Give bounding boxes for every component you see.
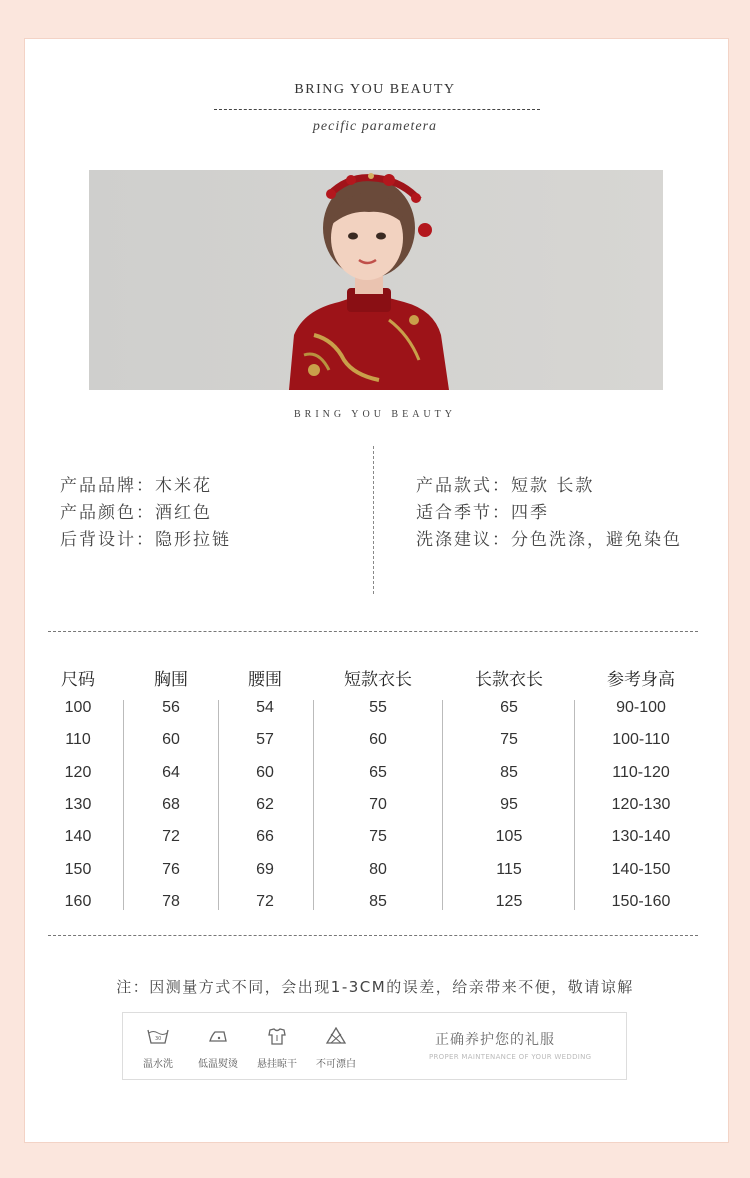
- table-cell: 120: [64, 763, 92, 781]
- table-cell: 69: [256, 860, 274, 878]
- header-title: BRING YOU BEAUTY: [294, 82, 456, 97]
- no-bleach-icon: [306, 1027, 366, 1045]
- table-header: 腰围: [248, 670, 282, 690]
- table-cell: 110: [65, 731, 91, 749]
- table-header: 胸围: [154, 670, 188, 690]
- header-divider: [214, 109, 540, 110]
- table-cell: 72: [256, 892, 274, 910]
- table-bottom-divider: [48, 935, 698, 936]
- table-cell: 90-100: [616, 699, 666, 716]
- table-header: 参考身高: [607, 670, 675, 690]
- table-cell: 85: [369, 892, 387, 910]
- table-cell: 68: [162, 795, 180, 813]
- table-cell: 105: [495, 828, 523, 846]
- table-cell: 56: [162, 699, 180, 716]
- table-header: 尺码: [61, 670, 95, 690]
- spec-label: 后背设计：: [60, 530, 155, 550]
- spec-color: [60, 498, 212, 523]
- table-cell: 75: [369, 828, 387, 846]
- spec-wash: [416, 525, 682, 550]
- photo-tagline: BRING YOU BEAUTY: [294, 409, 456, 420]
- table-cell: 60: [162, 731, 180, 749]
- table-cell: 75: [500, 731, 518, 749]
- spec-divider: [373, 446, 374, 594]
- care-label: 低温熨烫: [198, 1059, 238, 1070]
- table-cell: 78: [162, 892, 180, 910]
- spec-label: 产品颜色：: [60, 503, 155, 523]
- care-label: 温水洗: [143, 1059, 173, 1070]
- spec-value: 分色洗涤，避免染色: [511, 530, 682, 550]
- care-subtitle: PROPER MAINTENANCE OF YOUR WEDDING: [429, 1053, 592, 1061]
- table-cell: 55: [369, 699, 387, 716]
- table-cell: 140: [64, 828, 92, 846]
- care-label: 悬挂晾干: [257, 1059, 297, 1070]
- table-cell: 54: [256, 699, 274, 716]
- spec-back-design: [60, 525, 231, 550]
- table-header: 短款衣长: [344, 670, 412, 690]
- table-cell: 66: [256, 828, 274, 846]
- spec-label: 适合季节：: [416, 503, 511, 523]
- table-cell: 125: [495, 892, 523, 910]
- wash-30-icon: [128, 1027, 188, 1045]
- spec-value: 短款 长款: [511, 476, 595, 496]
- spec-value: 四季: [511, 503, 549, 523]
- care-panel: [122, 1012, 627, 1080]
- table-cell: 85: [500, 763, 518, 781]
- care-item: [306, 1013, 366, 1070]
- product-photo: [89, 170, 663, 390]
- spec-label: 产品品牌：: [60, 476, 155, 496]
- spec-label: 产品款式：: [416, 476, 511, 496]
- table-cell: 120-130: [611, 795, 671, 813]
- table-cell: 160: [64, 892, 92, 910]
- table-cell: 130: [64, 795, 92, 813]
- table-cell: 65: [500, 699, 518, 716]
- table-cell: 95: [500, 795, 518, 813]
- spec-value: 酒红色: [155, 503, 212, 523]
- table-cell: 80: [369, 860, 387, 878]
- table-cell: 65: [369, 763, 387, 781]
- spec-style: [416, 471, 594, 496]
- table-cell: 100: [64, 699, 92, 716]
- care-label: 不可漂白: [316, 1059, 356, 1070]
- table-cell: 64: [162, 763, 180, 781]
- spec-season: [416, 498, 549, 523]
- iron-low-icon: [188, 1027, 248, 1045]
- spec-value: 隐形拉链: [155, 530, 231, 550]
- care-item: [128, 1013, 188, 1070]
- table-cell: 60: [256, 763, 274, 781]
- spec-label: 洗涤建议：: [416, 530, 511, 550]
- table-top-divider: [48, 631, 698, 632]
- care-title: 正确养护您的礼服: [435, 1032, 555, 1048]
- girl-in-qipao-image: [89, 170, 663, 390]
- table-cell: 100-110: [612, 731, 670, 749]
- table-cell: 115: [496, 860, 522, 878]
- svg-text:30: 30: [155, 1036, 162, 1042]
- table-cell: 130-140: [611, 828, 671, 846]
- measurement-note: 注：因测量方式不同，会出现1-3CM的误差，给亲带来不便，敬请谅解: [116, 978, 634, 996]
- header-subtitle: pecific parametera: [312, 119, 438, 134]
- table-header: 长款衣长: [475, 670, 543, 690]
- care-item: [247, 1013, 307, 1070]
- table-cell: 110-120: [612, 763, 670, 781]
- column-divider: [574, 700, 575, 910]
- table-cell: 150: [64, 860, 92, 878]
- hang-dry-icon: [247, 1027, 307, 1045]
- column-divider: [442, 700, 443, 910]
- table-cell: 57: [256, 731, 274, 749]
- table-cell: 60: [369, 731, 387, 749]
- table-cell: 62: [256, 795, 274, 813]
- care-item: [188, 1013, 248, 1070]
- table-cell: 150-160: [611, 892, 671, 910]
- table-cell: 76: [162, 860, 180, 878]
- table-cell: 72: [162, 828, 180, 846]
- table-cell: 140-150: [611, 860, 671, 878]
- spec-brand: [60, 471, 212, 496]
- spec-value: 木米花: [155, 476, 212, 496]
- table-cell: 70: [369, 795, 387, 813]
